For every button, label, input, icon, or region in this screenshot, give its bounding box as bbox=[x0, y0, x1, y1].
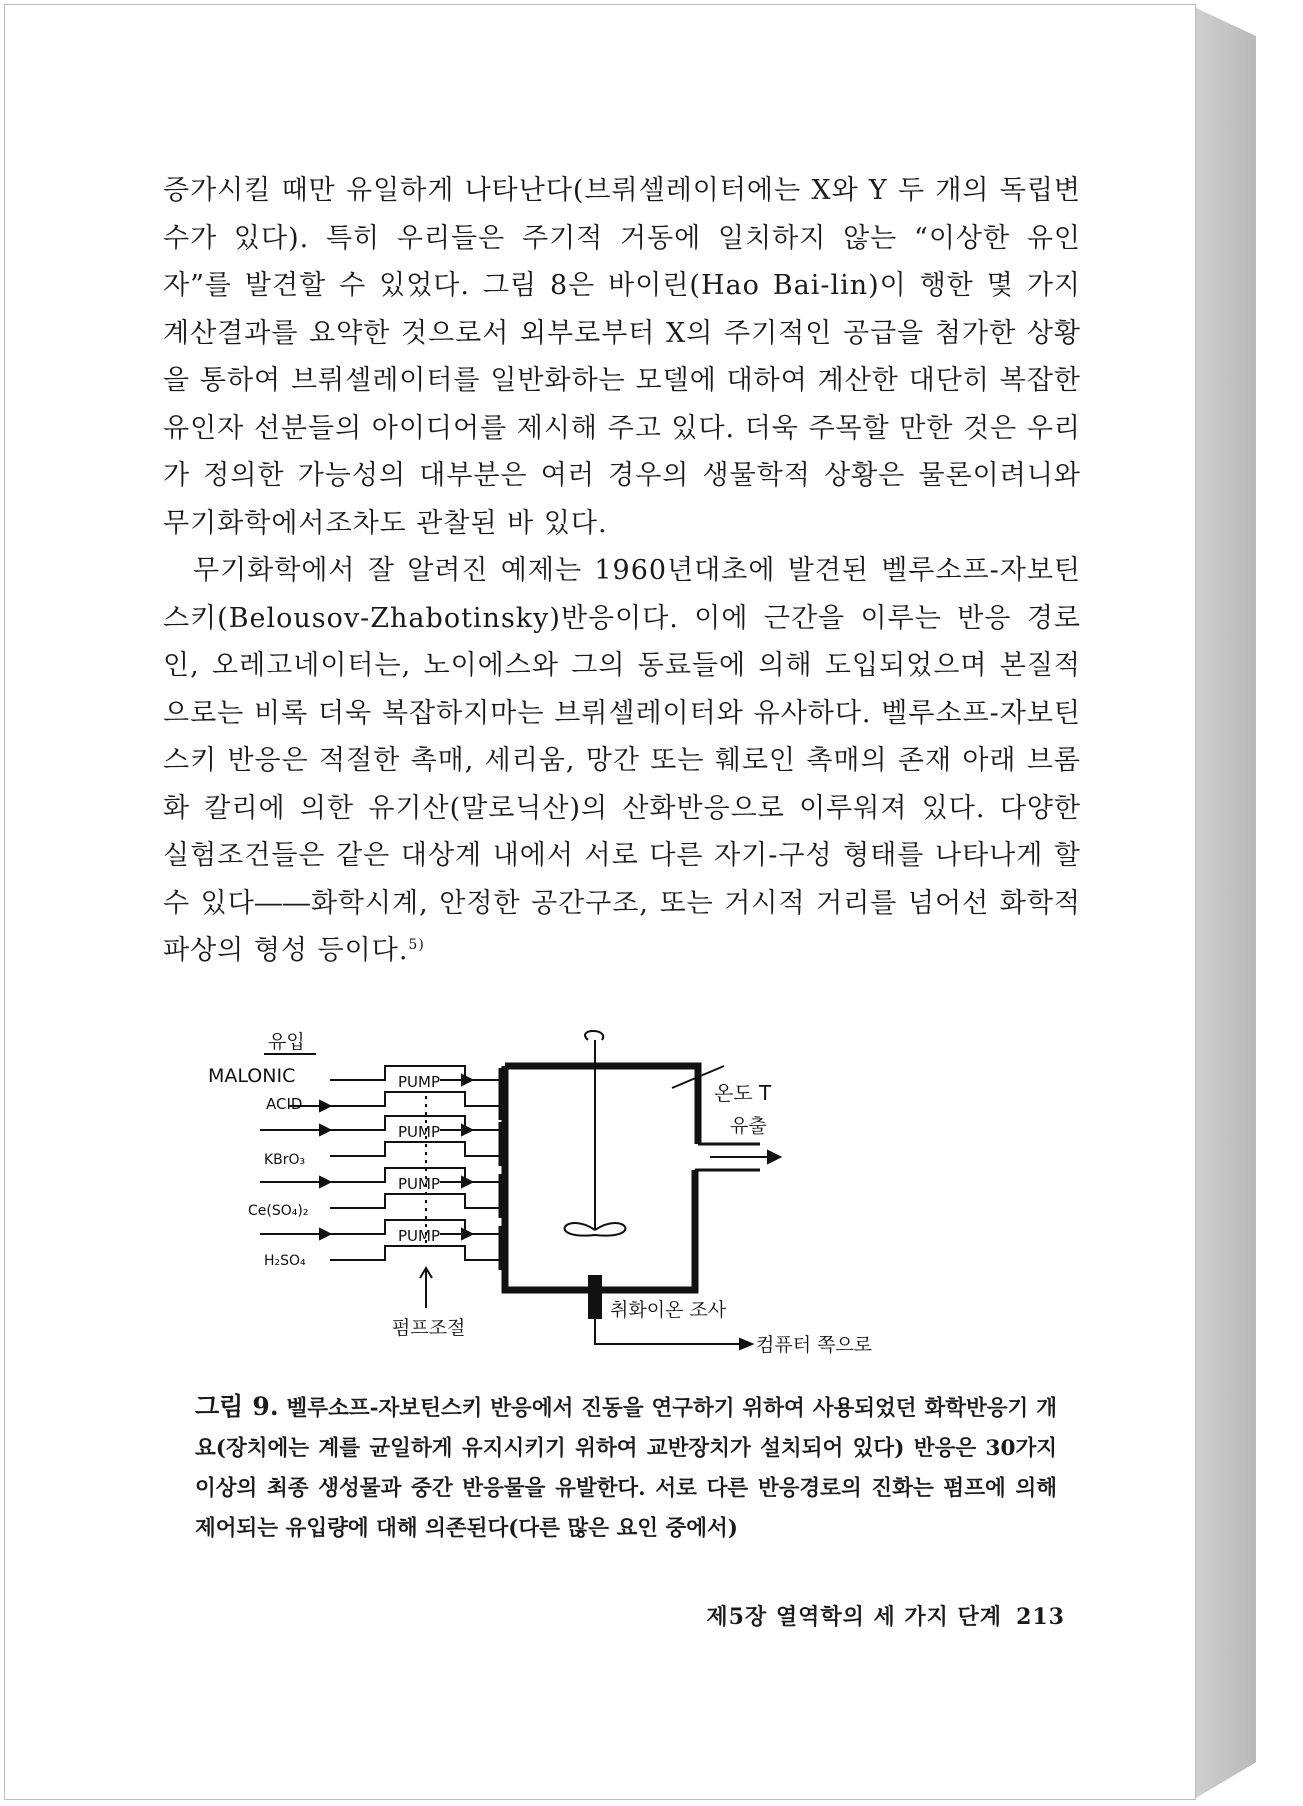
book-page bbox=[4, 4, 1196, 1800]
outflow-arrow bbox=[710, 1151, 780, 1163]
pump-label-2: PUMP bbox=[398, 1123, 441, 1141]
input-label-ceso4: Ce(SO₄)₂ bbox=[248, 1203, 309, 1219]
temperature-label: 온도 T bbox=[714, 1081, 772, 1105]
pump-control-label: 펌프조절 bbox=[392, 1317, 466, 1339]
paragraph-2 bbox=[163, 547, 1081, 975]
bromide-probe-label: 취화이온 조사 bbox=[610, 1299, 727, 1321]
pump-label-4: PUMP bbox=[398, 1227, 441, 1245]
figure-caption-label: 그림 9. bbox=[195, 1392, 279, 1421]
input-label-acid: ACID bbox=[266, 1095, 303, 1113]
paragraph-2-text: 무기화학에서 잘 알려진 예제는 1960년대초에 발견된 벨루소프-자보틴스키(Belousov-Zhabotinsky)반응이다. 이에 근간을 이루는 반응 경로인, 오레고네이터는, 노이에스와 그의 동료들에 의해 도입되었으며 본질적으로는 비록 더욱 복잡하지마는 브뤼셀레이터와 유사하다. 벨루소프-자보틴스키 반응은 적절한 촉매, 세리움, 망간 또는 훼로인 촉매의 존재 아래 브롬화 칼리에 의한 유기산(말로닉산)의 산화반응으로 이루워져 있다. 다양한 실험조건들은 같은 대상계 내에서 서로 다른 자기-구성 형태를 나타나게 할 수 있다――화학시계, 안정한 공간구조, 또는 거시적 거리를 넘어선 화학적 파상의 형성 등이다. bbox=[163, 555, 1081, 966]
pump-label-3: PUMP bbox=[398, 1175, 441, 1193]
pump-label-1: PUMP bbox=[398, 1073, 441, 1091]
outflow-label: 유출 bbox=[730, 1115, 767, 1137]
footnote-ref: 5) bbox=[408, 937, 425, 953]
input-label-malonic: MALONIC bbox=[208, 1065, 296, 1087]
chapter-title: 제5장 열역학의 세 가지 단계 bbox=[706, 1604, 1003, 1630]
body-text bbox=[163, 167, 1081, 975]
reactor-diagram-svg bbox=[200, 1030, 980, 1370]
reactor-vessel bbox=[505, 1031, 760, 1290]
computer-line bbox=[595, 1319, 752, 1349]
inflow-label: 유입 bbox=[268, 1031, 305, 1053]
page-footer bbox=[665, 1600, 1065, 1631]
bromide-probe bbox=[588, 1275, 602, 1319]
paragraph-1: 증가시킬 때만 유일하게 나타난다(브뤼셀레이터에는 X와 Y 두 개의 독립변수가 있다). 특히 우리들은 주기적 거동에 일치하지 않는 “이상한 유인자”를 발견할 수 있었다. 그림 8은 바이린(Hao Bai-lin)이 행한 몇 가지 계산결과를 요약한 것으로서 외부로부터 X의 주기적인 공급을 첨가한 상황을 통하여 브뤼셀레이터를 일반화하는 모델에 대하여 계산한 대단히 복잡한 유인자 선분들의 아이디어를 제시해 주고 있다. 더욱 주목할 만한 것은 우리가 정의한 가능성의 대부분은 여러 경우의 생물학적 상황은 물론이려니와 무기화학에서조차도 관찰된 바 있다. bbox=[163, 175, 1081, 539]
page-number: 213 bbox=[1016, 1604, 1065, 1630]
to-computer-label: 컴퓨터 쪽으로 bbox=[756, 1334, 873, 1356]
figure-caption-text: 벨루소프-자보틴스키 반응에서 진동을 연구하기 위하여 사용되었던 화학반응기 개요(장치에는 계를 균일하게 유지시키기 위하여 교반장치가 설치되어 있다) 반응은 30가지 이상의 최종 생성물과 중간 반응물을 유발한다. 서로 다른 반응경로의 진화는 펌프에 의해 제어되는 유입량에 대해 의존된다(다른 많은 요인 중에서) bbox=[195, 1396, 1057, 1541]
figure-caption bbox=[195, 1387, 1057, 1549]
page-edge-shadow bbox=[1196, 8, 1256, 1798]
reactor-diagram bbox=[200, 1030, 980, 1370]
input-label-h2so4: H₂SO₄ bbox=[264, 1253, 306, 1269]
input-label-kbro3: KBrO₃ bbox=[264, 1152, 306, 1168]
